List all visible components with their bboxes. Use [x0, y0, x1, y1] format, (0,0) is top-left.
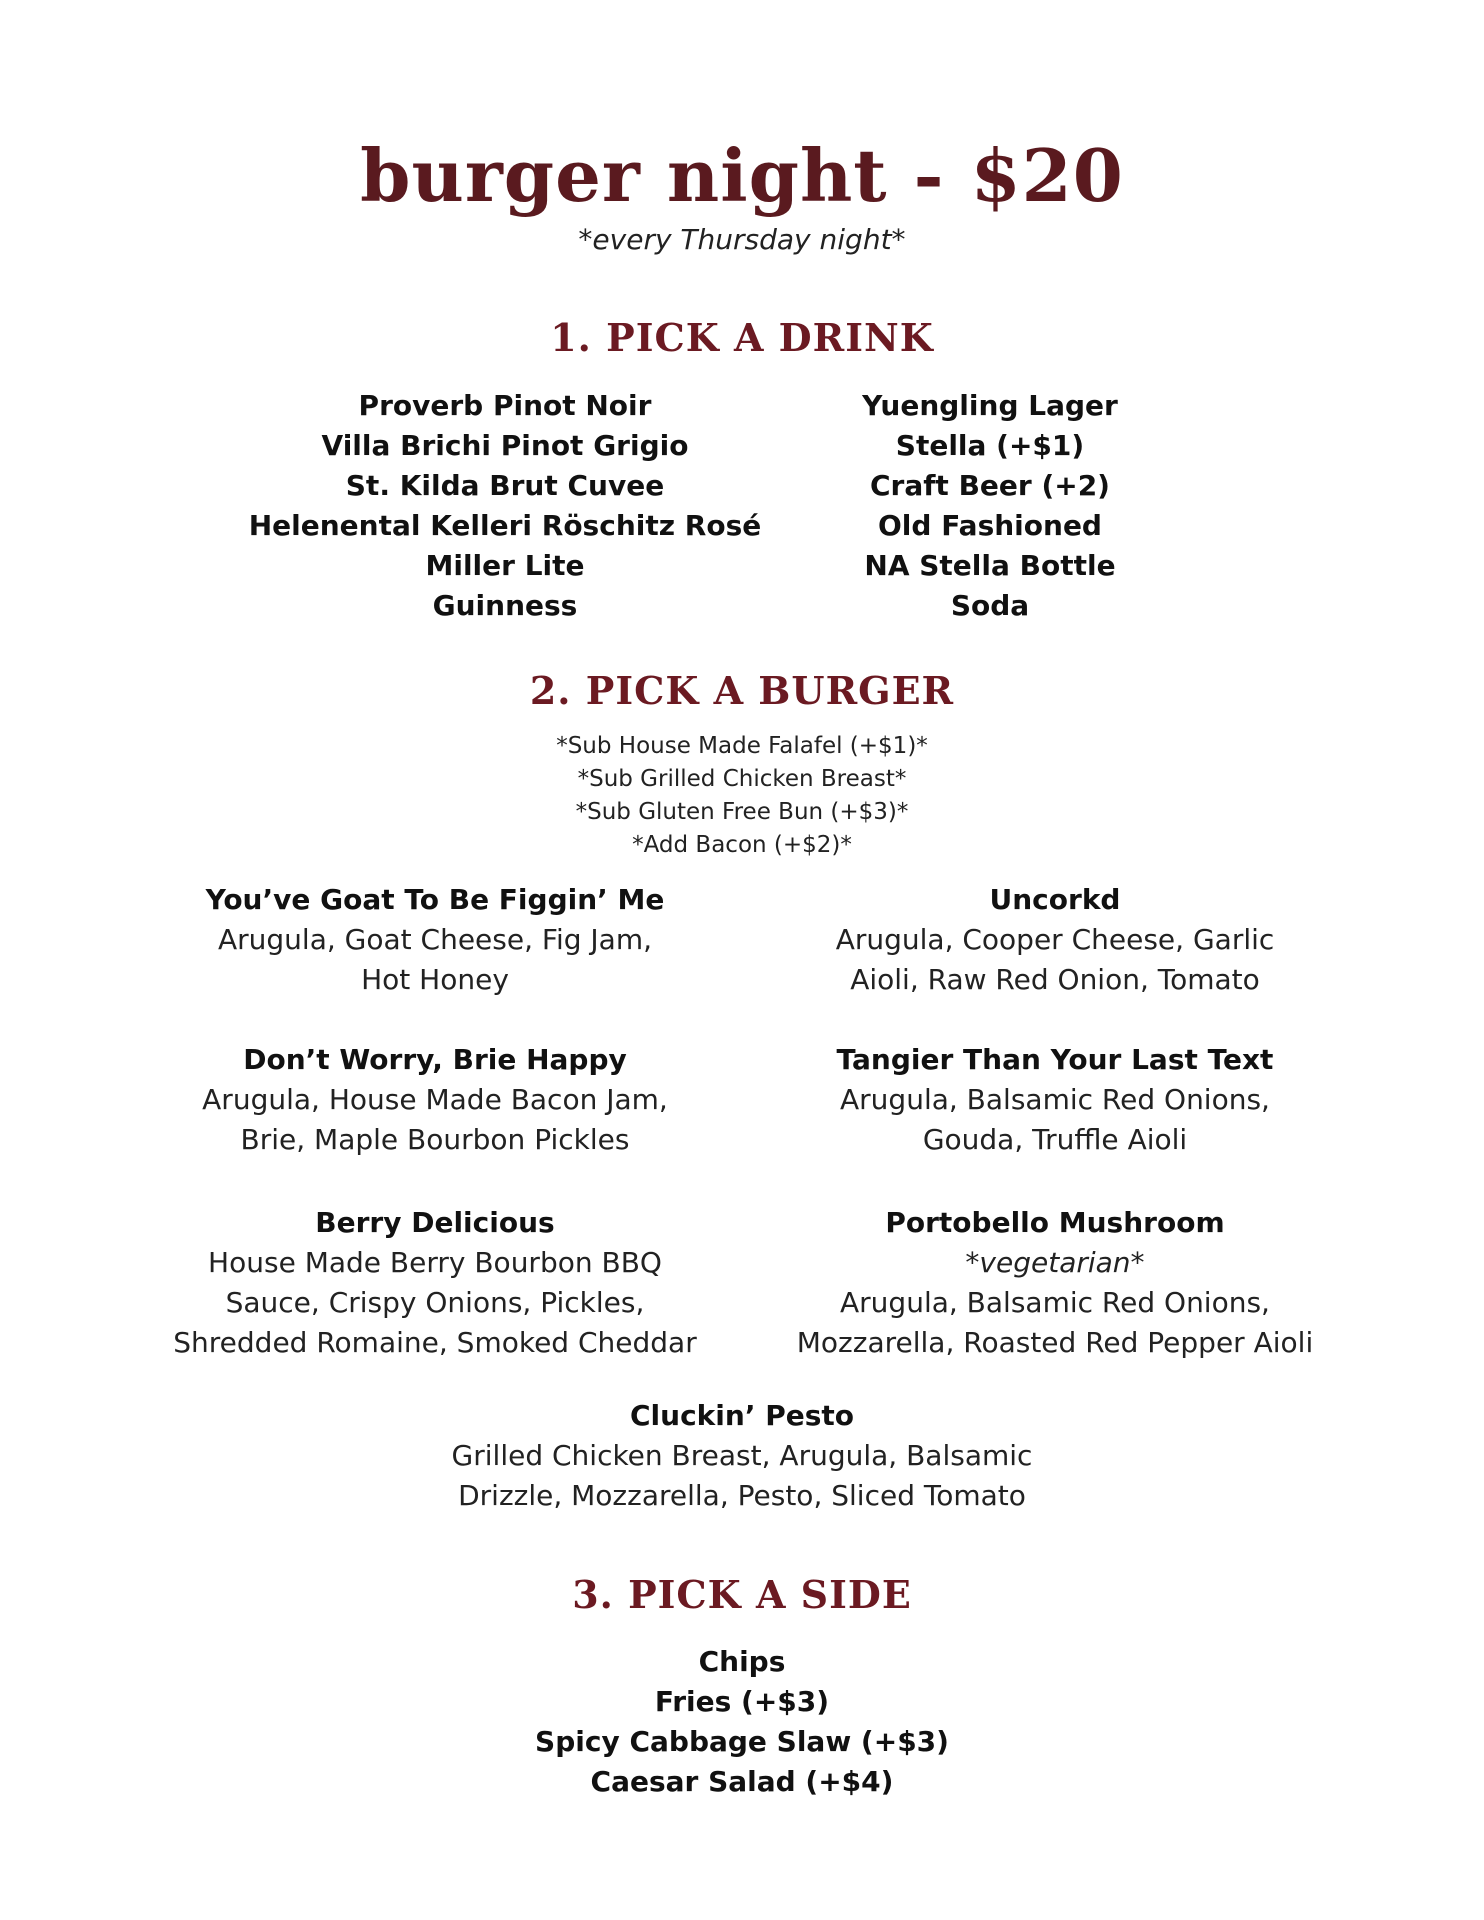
- burger-note: *vegetarian*: [965, 1246, 1145, 1279]
- burger-description: Arugula, House Made Bacon Jam,: [202, 1083, 668, 1116]
- section-heading-burgers: 2. PICK A BURGER: [529, 668, 955, 713]
- drink-item: Villa Brichi Pinot Grigio: [321, 429, 689, 462]
- burger-description: Shredded Romaine, Smoked Cheddar: [173, 1326, 697, 1359]
- drink-item: Craft Beer (+2): [870, 469, 1110, 502]
- drink-item: Stella (+$1): [895, 429, 1085, 462]
- burger-description: Arugula, Balsamic Red Onions,: [840, 1083, 1270, 1116]
- burger-description: Sauce, Crispy Onions, Pickles,: [225, 1286, 645, 1319]
- burger-name: Berry Delicious: [315, 1206, 555, 1239]
- burger-name: Uncorkd: [989, 883, 1121, 916]
- burger-description: Brie, Maple Bourbon Pickles: [240, 1123, 630, 1156]
- sides-list: [0, 1642, 1484, 1802]
- drink-item: Proverb Pinot Noir: [358, 389, 652, 422]
- burger-description: Arugula, Balsamic Red Onions,: [840, 1286, 1270, 1319]
- burger-item: [750, 1040, 1360, 1160]
- drink-item: Yuengling Lager: [862, 389, 1118, 422]
- section-heading-sides: 3. PICK A SIDE: [572, 1572, 912, 1617]
- burger-substitutions: [0, 730, 1484, 862]
- page-subtitle: *every Thursday night*: [578, 223, 906, 256]
- burger-item: [750, 1203, 1360, 1363]
- drink-item: St. Kilda Brut Cuvee: [345, 469, 665, 502]
- burger-description: Hot Honey: [361, 963, 509, 996]
- section-heading-drinks: 1. PICK A DRINK: [550, 315, 934, 360]
- drink-item: Old Fashioned: [878, 509, 1102, 542]
- burger-description: Arugula, Goat Cheese, Fig Jam,: [217, 923, 652, 956]
- drink-item: Helenental Kelleri Röschitz Rosé: [248, 509, 762, 542]
- burger-name: Don’t Worry, Brie Happy: [243, 1043, 627, 1076]
- burger-name: You’ve Goat To Be Figgin’ Me: [205, 883, 665, 916]
- substitution-option: *Sub Gluten Free Bun (+$3)*: [575, 799, 909, 825]
- burger-description: Drizzle, Mozzarella, Pesto, Sliced Tomato: [458, 1479, 1026, 1512]
- burger-description: House Made Berry Bourbon BBQ: [208, 1246, 662, 1279]
- burger-name: Portobello Mushroom: [885, 1206, 1225, 1239]
- burger-description: Gouda, Truffle Aioli: [922, 1123, 1188, 1156]
- drink-item: NA Stella Bottle: [864, 549, 1116, 582]
- burger-name: Cluckin’ Pesto: [629, 1399, 854, 1432]
- drink-item: Guinness: [432, 589, 578, 622]
- burger-item: [292, 1396, 1192, 1516]
- drinks-column-right: [790, 386, 1190, 626]
- side-item: Caesar Salad (+$4): [590, 1765, 894, 1798]
- drink-item: Soda: [950, 589, 1030, 622]
- side-item: Spicy Cabbage Slaw (+$3): [535, 1725, 949, 1758]
- burger-description: Grilled Chicken Breast, Arugula, Balsamic: [451, 1439, 1033, 1472]
- burger-item: [130, 1040, 740, 1160]
- side-item: Fries (+$3): [654, 1685, 830, 1718]
- page-title: burger night - $20: [360, 133, 1124, 218]
- drinks-column-left: [220, 386, 790, 626]
- burger-description: Aioli, Raw Red Onion, Tomato: [850, 963, 1260, 996]
- burger-item: [750, 880, 1360, 1000]
- burger-description: Arugula, Cooper Cheese, Garlic: [835, 923, 1275, 956]
- side-item: Chips: [698, 1645, 786, 1678]
- burger-item: [130, 880, 740, 1000]
- substitution-option: *Sub House Made Falafel (+$1)*: [556, 733, 928, 759]
- substitution-option: *Add Bacon (+$2)*: [632, 832, 852, 858]
- drink-item: Miller Lite: [425, 549, 585, 582]
- substitution-option: *Sub Grilled Chicken Breast*: [577, 766, 907, 792]
- burger-item: [130, 1203, 740, 1363]
- burger-description: Mozzarella, Roasted Red Pepper Aioli: [796, 1326, 1314, 1359]
- burger-name: Tangier Than Your Last Text: [836, 1043, 1274, 1076]
